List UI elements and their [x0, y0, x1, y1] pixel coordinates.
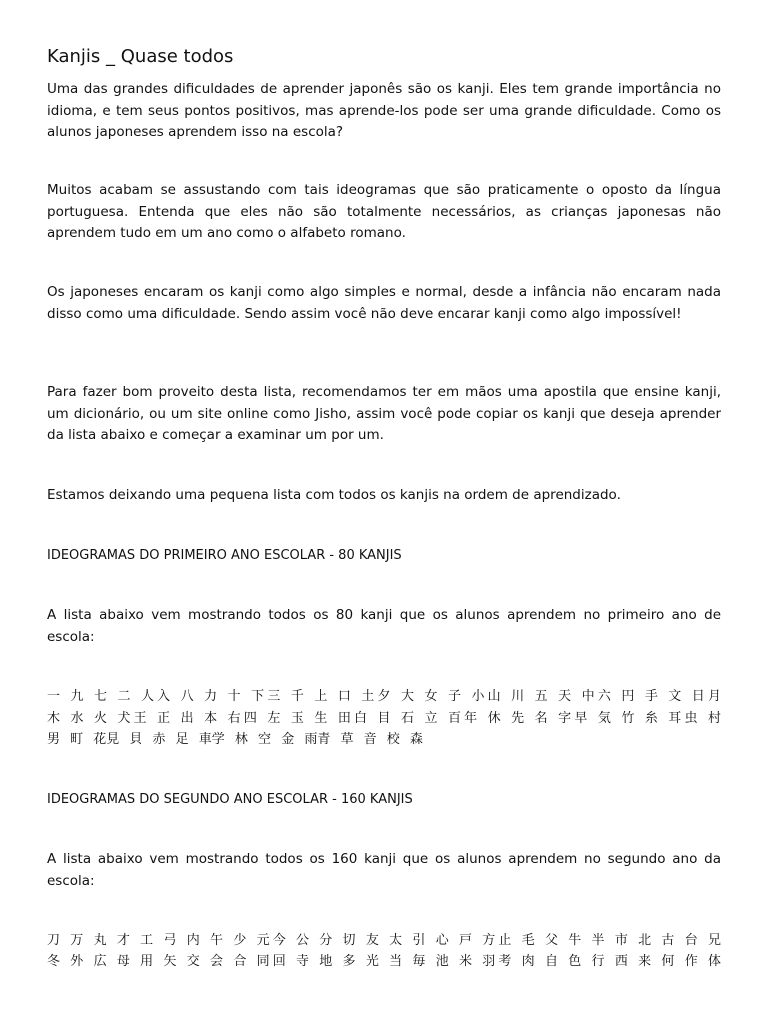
kanji-line: 一 九 七 二 人入 八 力 十 下三 千 上 口 土夕 大 女 子 小山 川 五 天 中六 円 手 文 日月 — [47, 689, 721, 704]
paragraph-japanese-view: Os japoneses encaram os kanji como algo simples e normal, desde a infância não encaram nada disso como uma dificuldade. Sendo assim você não deve encarar kanji como algo impossível! — [47, 284, 721, 322]
paragraph-ideograms: Muitos acabam se assustando com tais ideogramas que são praticamente o oposto da língua portuguesa. Entenda que eles não são totalmente necessários, as crianças japonesas não aprendem tudo em um ano como o alfabeto romano. — [47, 182, 721, 241]
section-intro-first-year: A lista abaixo vem mostrando todos os 80 kanji que os alunos aprendem no primeiro ano de escola: — [47, 607, 721, 645]
paragraph-list-note: Estamos deixando uma pequena lista com todos os kanjis na ordem de aprendizado. — [47, 487, 621, 503]
kanji-line: 木 水 火 犬王 正 出 本 右四 左 玉 生 田白 目 石 立 百年 休 先 名 字早 気 竹 糸 耳虫 村 — [47, 711, 721, 726]
paragraph-how-to-use: Para fazer bom proveito desta lista, recomendamos ter em mãos uma apostila que ensine kanji, um dicionário, ou um site online como Jisho, assim você pode copiar os kanji que deseja aprender da lista abaixo e começar a examinar um por um. — [47, 384, 721, 443]
paragraph-intro: Uma das grandes dificuldades de aprender japonês são os kanji. Eles tem grande importância no idioma, e tem seus pontos positivos, mas aprende-los pode ser uma grande dificuldade. Como os alunos japoneses aprendem isso na escola? — [47, 81, 721, 140]
kanji-line: 冬 外 広 母 用 矢 交 会 合 同回 寺 地 多 光 当 毎 池 米 羽考 肉 自 色 行 西 来 何 作 体 — [47, 954, 721, 969]
section-heading-first-year: IDEOGRAMAS DO PRIMEIRO ANO ESCOLAR - 80 KANJIS — [47, 548, 402, 563]
kanji-line: 刀 万 丸 才 工 弓 内 午 少 元今 公 分 切 友 太 引 心 戸 方止 毛 父 牛 半 市 北 古 台 兄 — [47, 933, 721, 948]
kanji-line: 男 町 花見 貝 赤 足 車学 林 空 金 雨青 草 音 校 森 — [47, 732, 423, 747]
document-title: Kanjis _ Quase todos — [47, 46, 234, 67]
section-heading-second-year: IDEOGRAMAS DO SEGUNDO ANO ESCOLAR - 160 KANJIS — [47, 792, 413, 807]
section-intro-second-year: A lista abaixo vem mostrando todos os 160 kanji que os alunos aprendem no segundo ano da escola: — [47, 851, 721, 889]
